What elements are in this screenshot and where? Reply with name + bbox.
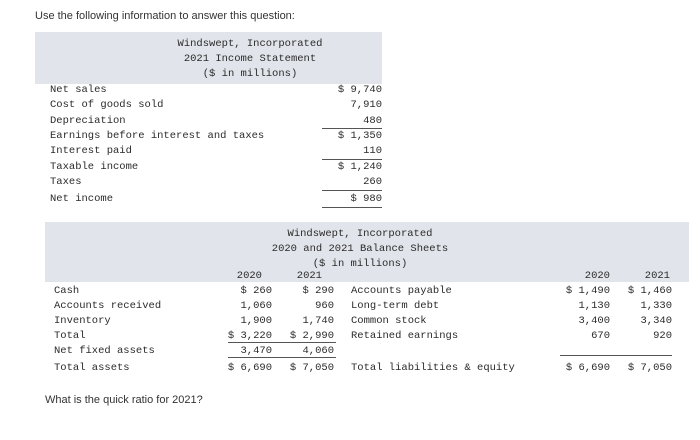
asset-2020-value: 1,060 — [240, 300, 272, 312]
asset-2021-value: $ 7,050 — [289, 362, 334, 374]
income-statement-subtitle: 2021 Income Statement — [183, 53, 317, 65]
is-row-value: $ 9,740 — [337, 84, 382, 96]
is-row-value: $ 1,350 — [337, 130, 382, 142]
is-row-value: 110 — [363, 145, 382, 157]
assets-year-2021: 2021 — [296, 270, 322, 282]
asset-2020-value: 3,470 — [240, 345, 272, 357]
asset-2021-value: 960 — [315, 300, 334, 312]
is-rule-2 — [322, 159, 382, 160]
bs-liab-total-rule — [560, 355, 672, 356]
is-row-value: 260 — [363, 176, 382, 188]
bs-assets-subtotal-rule — [228, 342, 336, 343]
asset-row-label: Inventory — [54, 315, 111, 327]
balance-sheet-title: Windswept, Incorporated — [287, 228, 433, 240]
is-row-label: Net sales — [50, 84, 107, 96]
liab-year-2020: 2020 — [584, 270, 610, 282]
bs-assets-total-rule — [228, 357, 336, 358]
asset-row-label: Cash — [54, 285, 80, 297]
asset-2020-value: 1,900 — [240, 315, 272, 327]
asset-2020-value: $ 6,690 — [227, 362, 272, 374]
total-liab-label: Total liabilities & equity — [351, 362, 515, 374]
balance-sheet-subtitle: 2020 and 2021 Balance Sheets — [271, 243, 449, 255]
total-liab-2020: $ 6,690 — [565, 362, 610, 374]
income-statement-units: ($ in millions) — [202, 68, 298, 80]
total-liab-2021: $ 7,050 — [627, 362, 672, 374]
liab-2021-value: $ 1,460 — [627, 285, 672, 297]
asset-2021-value: $ 290 — [302, 285, 334, 297]
is-row-value: 480 — [363, 115, 382, 127]
liab-2020-value: 670 — [591, 330, 610, 342]
is-row-label: Cost of goods sold — [50, 99, 164, 111]
asset-2021-value: $ 2,990 — [289, 330, 334, 342]
liab-2020-value: $ 1,490 — [565, 285, 610, 297]
is-row-value: 7,910 — [350, 99, 382, 111]
liab-year-2021: 2021 — [644, 270, 670, 282]
asset-row-label: Total assets — [54, 362, 130, 374]
asset-row-label: Net fixed assets — [54, 345, 155, 357]
is-row-label: Earnings before interest and taxes — [50, 130, 265, 142]
is-row-label: Depreciation — [50, 115, 126, 127]
is-rule-1 — [322, 128, 382, 129]
is-rule-4 — [322, 207, 382, 208]
is-row-label: Net income — [50, 193, 114, 205]
liab-2020-value: 1,130 — [578, 300, 610, 312]
liab-row-label: Common stock — [351, 315, 427, 327]
liab-2021-value: 920 — [653, 330, 672, 342]
liab-2020-value: 3,400 — [578, 315, 610, 327]
liab-2021-value: 3,340 — [640, 315, 672, 327]
is-row-value: $ 1,240 — [337, 161, 382, 173]
question-text: What is the quick ratio for 2021? — [45, 394, 203, 406]
is-rule-3 — [322, 190, 382, 191]
assets-year-2020: 2020 — [236, 270, 262, 282]
asset-2020-value: $ 260 — [240, 285, 272, 297]
liab-row-label: Long-term debt — [351, 300, 440, 312]
asset-2020-value: $ 3,220 — [227, 330, 272, 342]
asset-row-label: Total — [54, 330, 86, 342]
instructions-text: Use the following information to answer this question: — [35, 10, 295, 22]
asset-row-label: Accounts received — [54, 300, 162, 312]
is-row-value: $ 980 — [350, 193, 382, 205]
liab-row-label: Retained earnings — [351, 330, 459, 342]
liab-2021-value: 1,330 — [640, 300, 672, 312]
is-row-label: Interest paid — [50, 145, 132, 157]
is-row-label: Taxes — [50, 176, 82, 188]
balance-sheet-units: ($ in millions) — [312, 258, 408, 270]
is-row-label: Taxable income — [50, 161, 139, 173]
liab-row-label: Accounts payable — [351, 285, 452, 297]
income-statement-title: Windswept, Incorporated — [177, 38, 323, 50]
asset-2021-value: 1,740 — [302, 315, 334, 327]
asset-2021-value: 4,060 — [302, 345, 334, 357]
